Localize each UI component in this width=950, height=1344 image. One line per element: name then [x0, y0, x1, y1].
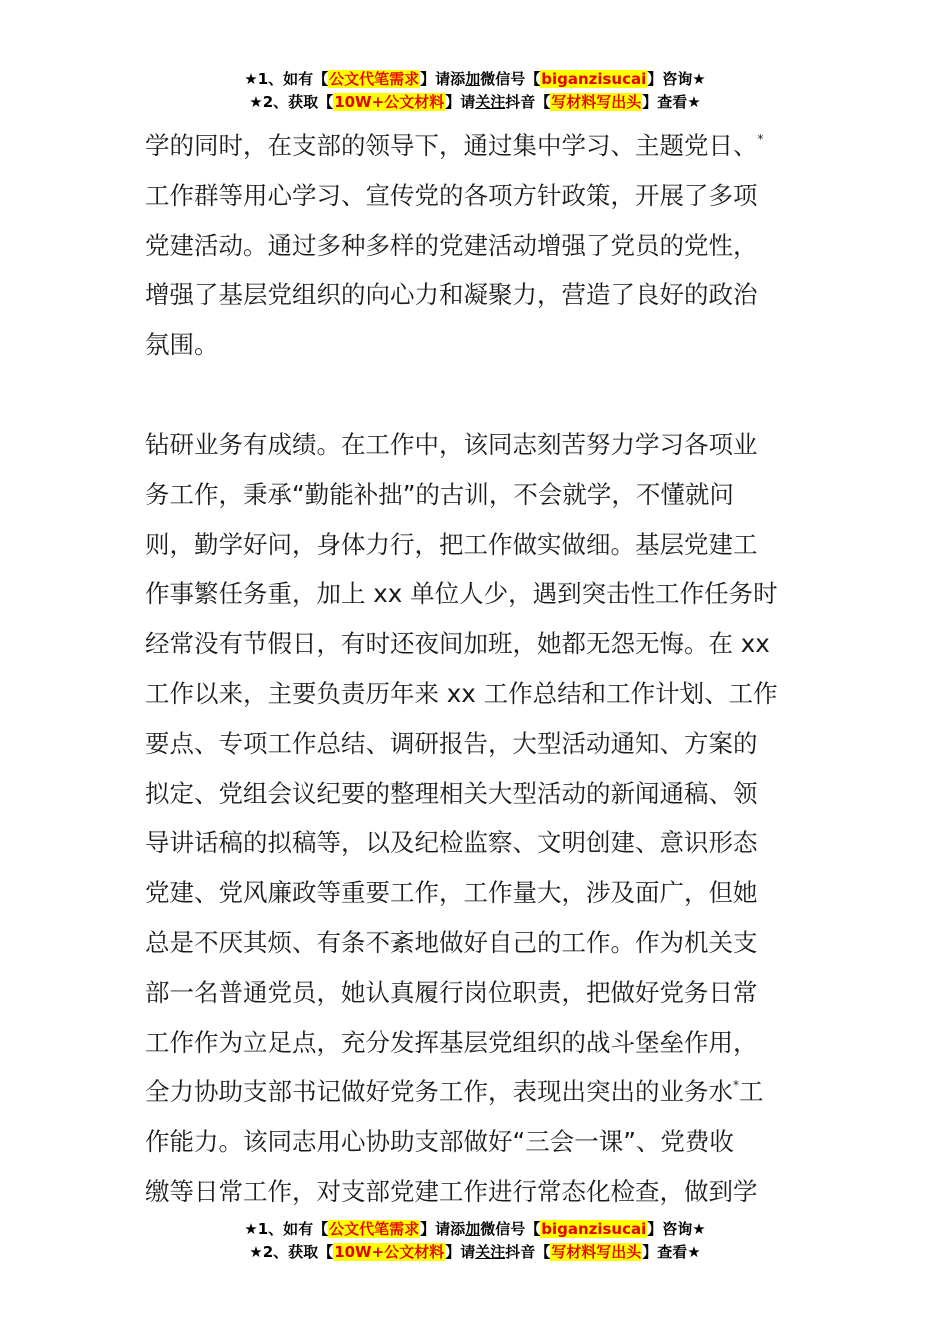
paragraph-gap	[145, 370, 815, 420]
highlight-ghostwriting: 公文代笔需求	[329, 1220, 420, 1238]
highlight-douyin: 写材料写出头	[551, 93, 642, 111]
banner-line-2: ★2、获取【10W+公文材料】请关注抖音【写材料写出头】查看★	[249, 93, 701, 111]
highlight-wechat-id: biganzisucai	[541, 70, 647, 88]
top-banner	[0, 68, 950, 114]
highlight-materials: 10W+公文材料	[334, 93, 445, 111]
highlight-ghostwriting: 公文代笔需求	[329, 70, 420, 88]
banner-line-1: ★1、如有【公文代笔需求】请添加微信号【biganzisucai】咨询★	[244, 1220, 706, 1238]
highlight-materials: 10W+公文材料	[334, 1243, 445, 1261]
highlight-douyin: 写材料写出头	[551, 1243, 642, 1261]
paragraph-1: 学的同时，在支部的领导下，通过集中学习、主题党日、* 工作群等用心学习、宣传党的各项方针政策，开展了多项 党建活动。通过多种多样的党建活动增强了党员的党性， 增强了基层党组织的向心力和凝聚力，营造了良好的政治 氛围。	[145, 131, 764, 360]
banner-line-1: ★1、如有【公文代笔需求】请添加微信号【biganzisucai】咨询★	[244, 70, 706, 88]
paragraph-2: 钻研业务有成绩。在工作中，该同志刻苦努力学习各项业 务工作，秉承“勤能补拙”的古训，不会就学，不懂就问 则，勤学好问，身体力行，把工作做实做细。基层党建工 作事繁任务重，加上 xx 单位人少，遇到突击性工作任务时 经常没有节假日，有时还夜间加班，她都无怨无悔。在 xx 工作以来，主要负责历年来 xx 工作总结和工作计划、工作 要点、专项工作总结、调研报告，大型活动通知、方案的 拟定、党组会议纪要的整理相关大型活动的新闻通稿、领 导讲话稿的拟稿等，以及纪检监察、文明创建、意识形态 党建、党风廉政等重要工作，工作量大，涉及面广，但她 总是不厌其烦、有条不紊地做好自己的工作。作为机关支 部一名普通党员，她认真履行岗位职责，把做好党务日常 工作作为立足点，充分发挥基层党组织的战斗堡垒作用， 全力协助支部书记做好党务工作，表现出突出的业务水*工 作能力。该同志用心协助支部做好“三会一课”、党费收 缴等日常工作，对支部党建工作进行常态化检查，做到学	[145, 429, 778, 1206]
highlight-wechat-id: biganzisucai	[541, 1220, 647, 1238]
document-body	[145, 121, 815, 1217]
bottom-banner	[0, 1218, 950, 1264]
banner-line-2: ★2、获取【10W+公文材料】请关注抖音【写材料写出头】查看★	[249, 1243, 701, 1261]
